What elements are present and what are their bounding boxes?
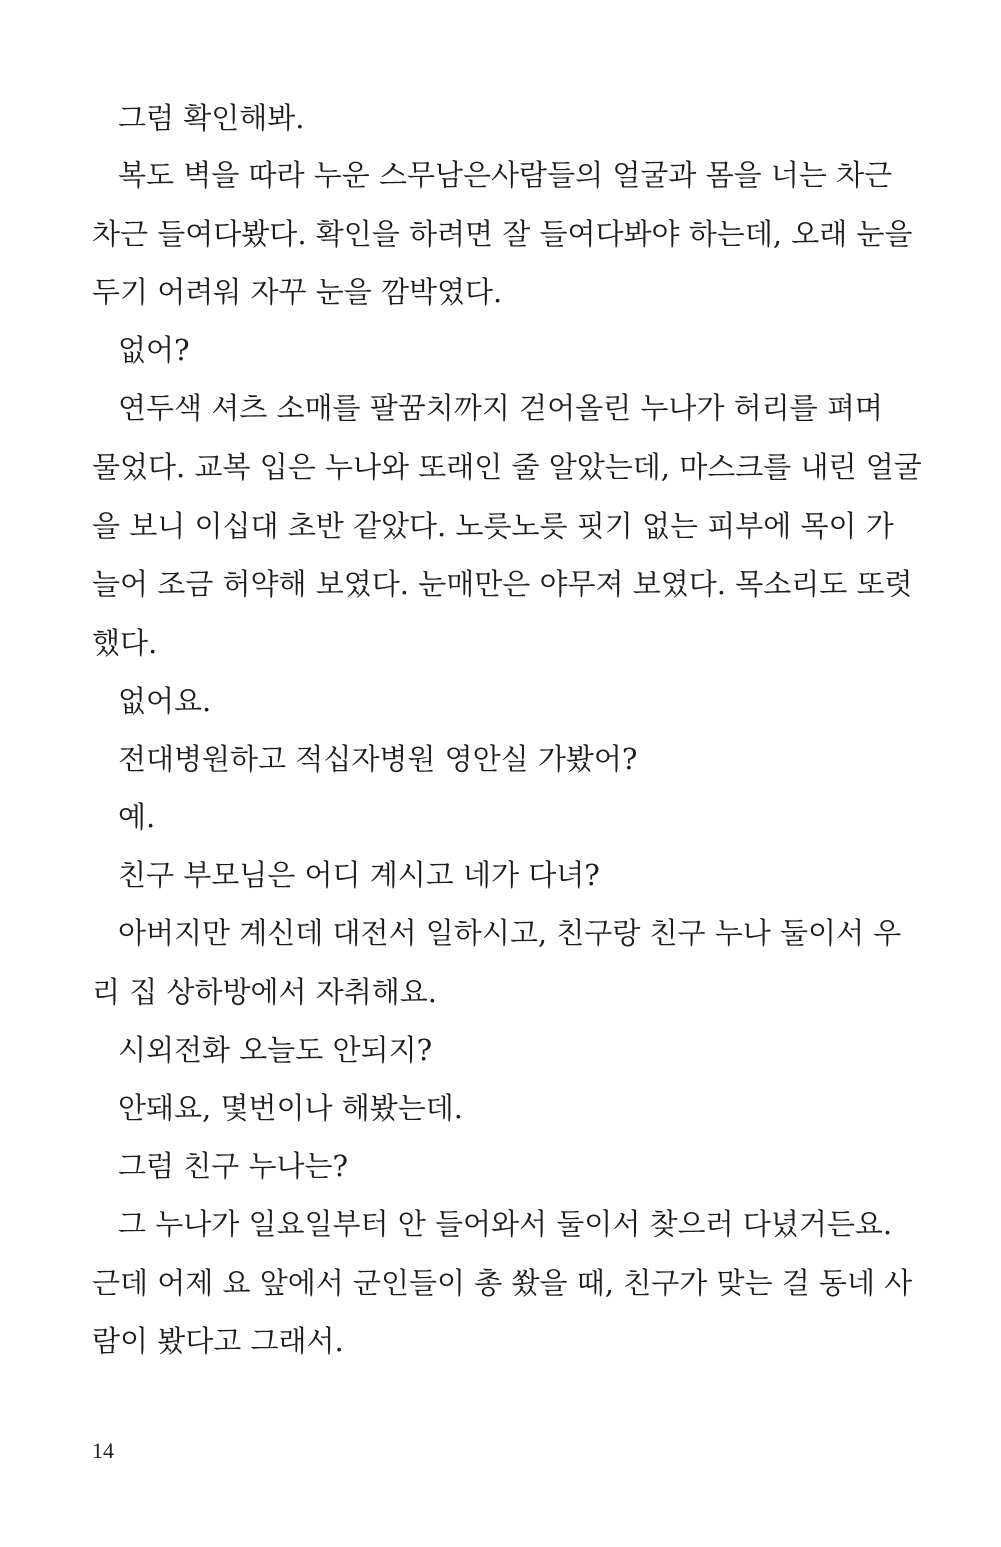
text-line: 했다. xyxy=(92,626,158,660)
text-line: 두기 어려워 자꾸 눈을 깜박였다. xyxy=(92,275,503,309)
text-line: 아버지만 계신데 대전서 일하시고, 친구랑 친구 누나 둘이서 우 xyxy=(118,916,902,950)
text-line: 연두색 셔츠 소매를 팔꿈치까지 걷어올린 누나가 허리를 펴며 xyxy=(118,391,883,425)
text-line: 차근 들여다봤다. 확인을 하려면 잘 들여다봐야 하는데, 오래 눈을 xyxy=(92,217,913,251)
text-line: 안돼요, 몇번이나 해봤는데. xyxy=(118,1091,464,1125)
text-line: 전대병원하고 적십자병원 영안실 가봤어? xyxy=(118,742,638,776)
text-line: 그 누나가 일요일부터 안 들어와서 둘이서 찾으러 다녔거든요. xyxy=(118,1207,893,1241)
text-line: 그럼 친구 누나는? xyxy=(118,1149,349,1183)
text-line: 늘어 조금 허약해 보였다. 눈매만은 야무져 보였다. 목소리도 또렷 xyxy=(92,567,913,601)
text-line: 예. xyxy=(118,800,156,834)
text-line: 람이 봤다고 그래서. xyxy=(92,1324,344,1358)
text-line: 없어요. xyxy=(118,684,212,718)
text-line: 없어? xyxy=(118,333,190,367)
text-line: 근데 어제 요 앞에서 군인들이 총 쐈을 때, 친구가 맞는 걸 동네 사 xyxy=(92,1266,913,1300)
page-number: 14 xyxy=(92,1438,114,1463)
text-line: 친구 부모님은 어디 계시고 네가 다녀? xyxy=(118,858,600,892)
text-line: 복도 벽을 따라 누운 스무남은사람들의 얼굴과 몸을 너는 차근 xyxy=(118,158,893,192)
text-line: 을 보니 이십대 초반 같았다. 노릇노릇 핏기 없는 피부에 목이 가 xyxy=(92,509,894,543)
text-line: 그럼 확인해봐. xyxy=(118,101,305,135)
text-line: 리 집 상하방에서 자취해요. xyxy=(92,975,438,1009)
text-line: 물었다. 교복 입은 누나와 또래인 줄 알았는데, 마스크를 내린 얼굴 xyxy=(92,450,922,484)
text-line: 시외전화 오늘도 안되지? xyxy=(118,1033,433,1067)
